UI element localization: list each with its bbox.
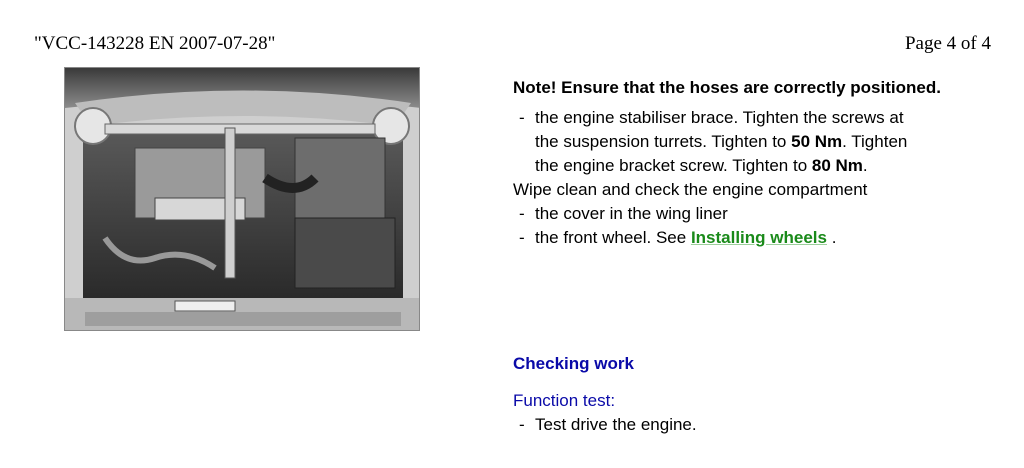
front-wheel-tail: . bbox=[826, 228, 837, 247]
list-item-front-wheel bbox=[513, 226, 1003, 250]
list-item-wing-liner bbox=[513, 202, 1003, 226]
torque-value-80: 80 Nm bbox=[811, 156, 863, 175]
engine-compartment-photo bbox=[64, 67, 420, 331]
test-drive-text: Test drive the engine. bbox=[535, 415, 697, 434]
list-item-stabiliser-brace bbox=[513, 106, 1003, 178]
list-item-test-drive bbox=[513, 413, 1015, 437]
brace-line-1: the engine stabiliser brace. Tighten the screws at bbox=[535, 108, 904, 127]
brace-line-3-text: the engine bracket screw. Tighten to bbox=[535, 156, 812, 175]
list-dash: - bbox=[519, 228, 525, 247]
brace-line-3 bbox=[535, 154, 1003, 178]
brace-line-2 bbox=[535, 130, 1003, 154]
front-wheel-text: the front wheel. See bbox=[535, 228, 691, 247]
note-warning: Note! Ensure that the hoses are correctly positioned. bbox=[513, 78, 941, 97]
torque-value-50: 50 Nm bbox=[791, 132, 843, 151]
brace-line-3-tail: . bbox=[862, 156, 868, 175]
document-id: "VCC-143228 EN 2007-07-28" bbox=[34, 33, 276, 54]
list-dash: - bbox=[519, 108, 525, 127]
function-test-heading: Function test: bbox=[513, 391, 616, 410]
checking-work-heading: Checking work bbox=[513, 354, 634, 373]
page-number: Page 4 of 4 bbox=[904, 33, 991, 54]
brace-line-2-text: the suspension turrets. Tighten to bbox=[535, 132, 792, 151]
wipe-clean-text: Wipe clean and check the engine compartment bbox=[513, 180, 868, 199]
instruction-text bbox=[513, 76, 1003, 250]
installing-wheels-link[interactable]: Installing wheels bbox=[690, 228, 827, 247]
list-dash: - bbox=[519, 204, 525, 223]
list-dash: - bbox=[519, 415, 525, 434]
wing-liner-text: the cover in the wing liner bbox=[535, 204, 728, 223]
brace-line-2-tail: . Tighten bbox=[842, 132, 908, 151]
